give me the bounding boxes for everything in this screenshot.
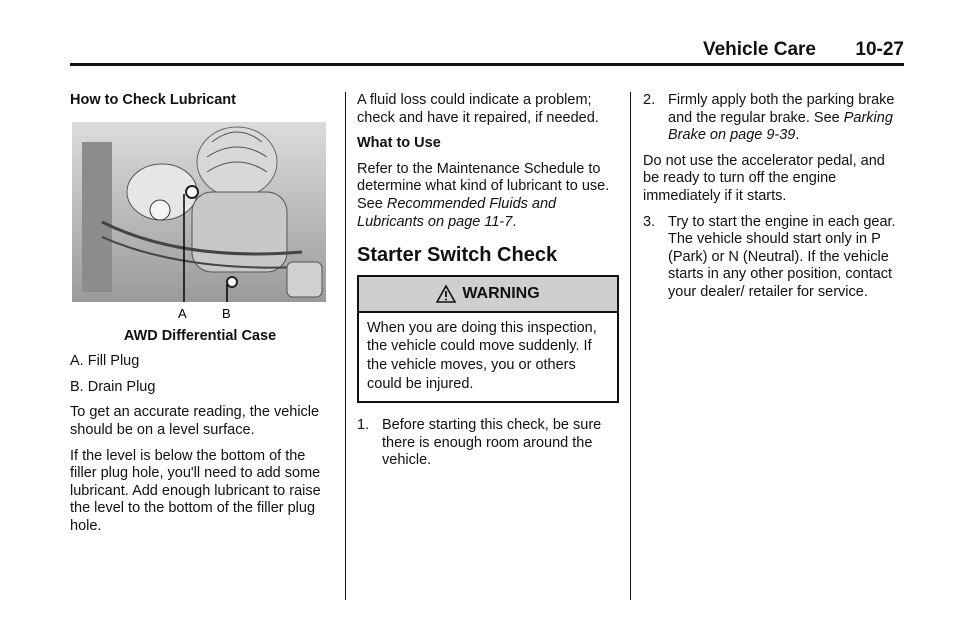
section-title: Vehicle Care (702, 39, 816, 60)
column-divider-1 (345, 92, 346, 600)
list-item-drain-plug: B. Drain Plug (70, 378, 156, 395)
label-a: A (178, 305, 187, 321)
step-1 (357, 417, 619, 470)
page-number: 10-27 (855, 39, 904, 60)
column-1 (70, 92, 330, 544)
differential-figure (72, 122, 326, 322)
subheading-what-to-use: What to Use (357, 135, 441, 152)
step-text: Try to start the engine in each gear. The vehicle should start only in P (Park) or N (Neutral). If the vehicle starts in any other position, contact your dealer/ retailer for service. (668, 213, 896, 300)
section-heading: Starter Switch Check (357, 244, 558, 267)
step-3 (643, 214, 898, 302)
warning-box (357, 275, 619, 403)
step-number: 1. (357, 417, 370, 434)
label-b: B (222, 305, 231, 321)
paragraph: Refer to the Maintenance Schedule to determine what kind of lubricant to use. See Recommended Fluids and Lubricants on page 11-7. (357, 160, 610, 230)
figure-caption: AWD Differential Case (123, 327, 277, 344)
step-2 (643, 92, 898, 145)
subheading-check-lubricant: How to Check Lubricant (70, 92, 236, 108)
differential-illustration (72, 122, 326, 322)
paragraph: To get an accurate reading, the vehicle should be on a level surface. (70, 404, 320, 438)
list-item-fill-plug: A. Fill Plug (70, 353, 140, 370)
step-text: Firmly apply both the parking brake and the regular brake. See Parking Brake on page 9-39. (668, 92, 895, 144)
page-header (70, 36, 904, 66)
warning-header (359, 277, 617, 313)
column-3 (643, 92, 898, 310)
cross-reference-link[interactable]: Recommended Fluids and Lubricants on page 11-7 (357, 195, 557, 230)
warning-label: WARNING (462, 284, 540, 302)
header-rule (70, 63, 904, 66)
step-2-note: Do not use the accelerator pedal, and be ready to turn off the engine immediately if it starts. (643, 152, 885, 204)
cross-reference-link[interactable]: Parking Brake on page 9-39 (668, 109, 893, 144)
warning-text: When you are doing this inspection, the vehicle could move suddenly. If the vehicle moves, you or others could be injured. (367, 319, 597, 392)
column-divider-2 (630, 92, 631, 600)
warning-triangle-icon (436, 285, 456, 303)
step-number: 2. (643, 92, 656, 108)
paragraph: If the level is below the bottom of the filler plug hole, you'll need to add some lubricant. Add enough lubricant to raise the level to the bottom of the filler plug hole. (70, 447, 321, 534)
step-number: 3. (643, 213, 656, 230)
step-text: Before starting this check, be sure there is enough room around the vehicle. (382, 417, 602, 469)
paragraph: A fluid loss could indicate a problem; check and have it repaired, if needed. (357, 92, 599, 126)
column-2 (357, 92, 619, 478)
